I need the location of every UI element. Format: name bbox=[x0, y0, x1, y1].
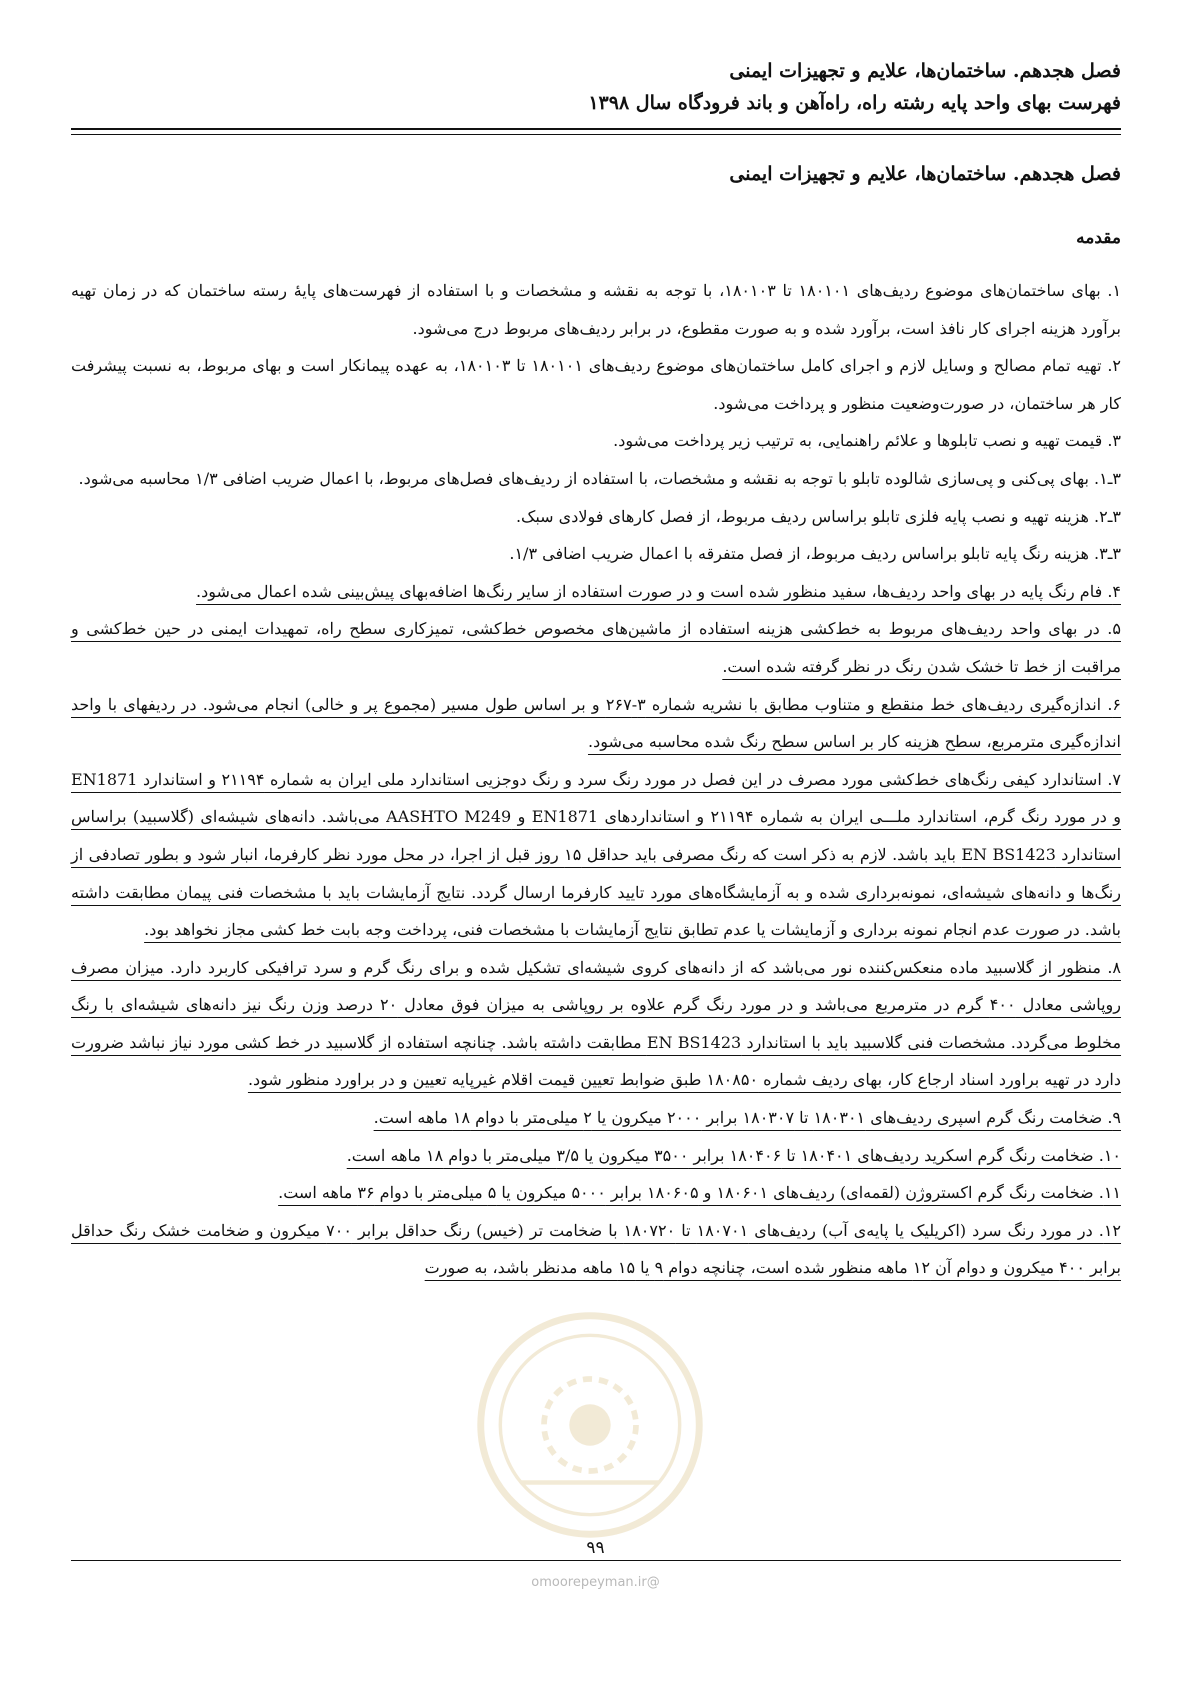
paragraph-5: ۵. در بهای واحد ردیف‌های مربوط به خط‌کشی هزینه استفاده از ماشین‌های مخصوص خط‌کشی، تمیزکاری سطح راه، تمهیدات ایمنی در حین خط‌کشی و مراقبت از خط تا خشک شدن رنگ در نظر گرفته شده است. bbox=[71, 619, 1121, 676]
page-number: ۹۹ bbox=[586, 1538, 605, 1558]
paragraph-10: ۱۰. ضخامت رنگ گرم اسکرید ردیف‌های ۱۸۰۴۰۱ تا ۱۸۰۴۰۶ برابر ۳۵۰۰ میکرون یا ۳/۵ میلی‌متر با دوام ۱۸ ماهه است. bbox=[346, 1145, 1121, 1165]
paragraph-4: ۴. فام رنگ پایه در بهای واحد ردیف‌ها، سفید منظور شده است و در صورت استفاده از سایر رنگ‌ها اضافه‌بهای پیش‌بینی شده اعمال می‌شود. bbox=[196, 581, 1121, 601]
paragraph-9: ۹. ضخامت رنگ گرم اسپری ردیف‌های ۱۸۰۳۰۱ تا ۱۸۰۳۰۷ برابر ۲۰۰۰ میکرون یا ۲ میلی‌متر با دوام ۱۸ ماهه است. bbox=[373, 1108, 1121, 1128]
paragraph-3-1: ۳ـ۱. بهای پی‌کنی و پی‌سازی شالوده تابلو با توجه به نقشه و مشخصات، با استفاده از ردیف‌های فصل‌های مربوط، با اعمال ضریب اضافی ۱/۳ محاسبه می‌شود. bbox=[78, 468, 1121, 488]
running-header bbox=[71, 55, 1121, 119]
paragraph-11: ۱۱. ضخامت رنگ گرم اکستروژن (لقمه‌ای) ردیف‌های ۱۸۰۶۰۱ و ۱۸۰۶۰۵ برابر ۵۰۰۰ میکرون یا ۵ میلی‌متر با دوام ۳۶ ماهه است. bbox=[278, 1183, 1121, 1203]
body-text bbox=[71, 272, 1121, 1287]
paragraph-3-3: ۳ـ۳. هزینه رنگ پایه تابلو براساس ردیف مربوط، از فصل متفرقه با اعمال ضریب اضافی ۱/۳. bbox=[509, 544, 1121, 564]
chapter-title: فصل هجدهم. ساختمان‌ها، علایم و تجهیزات ایمنی bbox=[729, 163, 1121, 185]
header-rule-thick bbox=[71, 128, 1121, 130]
watermark-text: @omoorepeyman.ir bbox=[531, 1575, 660, 1590]
paragraph-3-2: ۳ـ۲. هزینه تهیه و نصب پایه فلزی تابلو براساس ردیف مربوط، از فصل کارهای فولادی سبک. bbox=[515, 506, 1121, 526]
footer-rule bbox=[71, 1560, 1121, 1561]
paragraph-3: ۳. قیمت تهیه و نصب تابلوها و علائم راهنمایی، به ترتیب زیر پرداخت می‌شود. bbox=[613, 431, 1121, 451]
paragraph-6: ۶. اندازه‌گیری ردیف‌های خط منقطع و متناوب مطابق با نشریه شماره ۳-۲۶۷ و بر اساس طول مسیر (مجموع پر و خالی) انجام می‌شود. در ردیفهای با واحد اندازه‌گیری مترمربع، سطح هزینه کار بر اساس سطح رنگ شده محاسبه می‌شود. bbox=[71, 694, 1122, 752]
paragraph-7: ۷. استاندارد کیفی رنگ‌های خط‌کشی مورد مصرف در این فصل در مورد رنگ سرد و رنگ دوجزیی استاندارد ملی ایران به شماره ۲۱۱۹۴ و استاندارد EN1871 و در مورد رنگ گرم، استاندارد ملـــی ایران به شماره ۲۱۱۹۴ و استانداردهای EN1871 و AASHTO M249 می‌باشد. دانه‌های شیشه‌ای (گلاسبید) براساس استاندارد EN BS1423 باید باشد. لازم به ذکر است که رنگ مصرفی باید حداقل ۱۵ روز قبل از اجرا، در محل مورد نظر کارفرما، انبار شود و بطور تصادفی از رنگ‌ها و دانه‌های شیشه‌ای، نمونه‌برداری شده و به آزمایشگاه‌های مورد تایید کارفرما ارسال گردد. نتایج آزمایشات باید با مشخصات فنی پیمان مطابقت داشته باشد. در صورت عدم انجام نمونه برداری و آزمایشات یا عدم تطابق نتایج آزمایشات با مشخصات فنی، پرداخت وجه بابت خط کشی مجاز نخواهد بود. bbox=[71, 769, 1122, 940]
header-chapter-line: فصل هجدهم. ساختمان‌ها، علایم و تجهیزات ایمنی bbox=[729, 60, 1121, 82]
paragraph-1: ۱. بهای ساختمان‌های موضوع ردیف‌های ۱۸۰۱۰۱ تا ۱۸۰۱۰۳، با توجه به نقشه و مشخصات و با استفاده از فهرست‌های پایهٔ رسته ساختمان که در زمان تهیه برآورد هزینه اجرای کار نافذ است، برآورد شده و به صورت مقطوع، در برابر ردیف‌های مربوط درج می‌شود. bbox=[71, 281, 1122, 338]
paragraph-2: ۲. تهیه تمام مصالح و وسایل لازم و اجرای کامل ساختمان‌های موضوع ردیف‌های ۱۸۰۱۰۱ تا ۱۸۰۱۰۳، به عهده پیمانکار است و بهای مربوط، به نسبت پیشرفت کار هر ساختمان، در صورت‌وضعیت منظور و پرداخت می‌شود. bbox=[71, 356, 1122, 413]
section-heading-introduction: مقدمه bbox=[1076, 228, 1121, 248]
header-rule-thin bbox=[71, 134, 1121, 135]
paragraph-8: ۸. منظور از گلاسبید ماده منعکس‌کننده نور می‌باشد که از دانه‌های کروی شیشه‌ای تشکیل شده و برای رنگ گرم و سرد ترافیکی کاربرد دارد. میزان مصرف روپاشی معادل ۴۰۰ گرم در مترمربع می‌باشد و در مورد رنگ گرم علاوه بر روپاشی به میزان فوق معادل ۲۰ درصد وزن رنگ نیز دانه‌های شیشه‌ای با رنگ مخلوط می‌گردد. مشخصات فنی گلاسبید باید با استاندارد EN BS1423 مطابقت داشته باشد. چنانچه استفاده از گلاسبید در خط کشی مورد نیاز نباشد ضرورت دارد در تهیه براورد اسناد ارجاع کار، بهای ردیف شماره ۱۸۰۸۵۰ طبق ضوابط تعیین قیمت اقلام غیرپایه تعیین و در براورد منظور شود. bbox=[71, 957, 1122, 1090]
header-catalog-line: فهرست بهای واحد پایه رشته راه، راه‌آهن و باند فرودگاه سال ۱۳۹۸ bbox=[588, 92, 1121, 114]
paragraph-12: ۱۲. در مورد رنگ سرد (اکریلیک یا پایه‌ی آب) ردیف‌های ۱۸۰۷۰۱ تا ۱۸۰۷۲۰ با ضخامت تر (خیس) رنگ حداقل برابر ۷۰۰ میکرون و ضخامت خشک رنگ حداقل برابر ۴۰۰ میکرون و دوام آن ۱۲ ماهه منظور شده است، چنانچه دوام ۹ یا ۱۵ ماهه مدنظر باشد، به صورت bbox=[71, 1220, 1122, 1278]
watermark-seal-icon bbox=[475, 1310, 705, 1540]
